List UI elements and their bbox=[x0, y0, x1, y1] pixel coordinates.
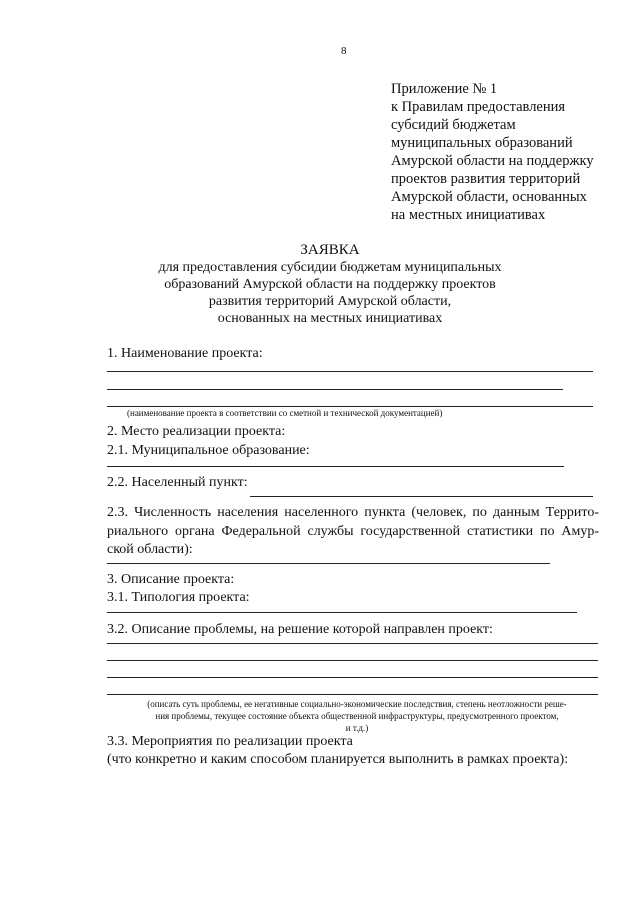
fill-line bbox=[107, 694, 598, 695]
title-line: основанных на местных инициативах bbox=[217, 311, 443, 326]
title-line: развития территорий Амурской области, bbox=[208, 294, 452, 309]
appendix-line: субсидий бюджетам bbox=[391, 117, 516, 133]
section-3-3-label: 3.3. Мероприятия по реализации проекта bbox=[107, 734, 353, 749]
appendix-line: на местных инициативах bbox=[391, 207, 546, 223]
fill-line bbox=[107, 389, 563, 390]
section-3-3-subtitle: (что конкретно и каким способом планируется выполнить в рамках проекта): bbox=[107, 752, 569, 767]
section-2-3-line: риального органа Федеральной службы государственной статистики по Амур- bbox=[107, 523, 599, 539]
section-3-1-label: 3.1. Типология проекта: bbox=[107, 590, 250, 605]
section-1-note: (наименование проекта в соответствии со сметной и технической документацией) bbox=[127, 408, 443, 418]
section-2-3-paragraph bbox=[107, 504, 599, 560]
appendix-line: Приложение № 1 bbox=[391, 81, 498, 97]
section-3-2-note bbox=[113, 698, 601, 734]
fill-line bbox=[250, 496, 593, 497]
fill-line bbox=[107, 612, 577, 613]
appendix-line: проектов развития территорий bbox=[391, 171, 581, 187]
note-line: и т.д.) bbox=[345, 723, 369, 733]
section-3-2-label: 3.2. Описание проблемы, на решение которой направлен проект: bbox=[107, 622, 493, 637]
title-line: образований Амурской области на поддержку проектов bbox=[164, 277, 496, 292]
appendix-header bbox=[391, 80, 594, 224]
note-line: (описать суть проблемы, ее негативные социально-экономические последствия, степень неотложности реше- bbox=[147, 699, 567, 709]
fill-line bbox=[107, 643, 598, 644]
page-number: 8 bbox=[341, 45, 347, 57]
section-2-3-line: ской области): bbox=[107, 542, 193, 557]
section-2-2-label: 2.2. Населенный пункт: bbox=[107, 475, 248, 490]
section-2-3-line: 2.3. Численность населения населенного пункта (человек, по данным Террито- bbox=[107, 505, 599, 520]
appendix-line: Амурской области, основанных bbox=[391, 189, 587, 205]
section-1-label: 1. Наименование проекта: bbox=[107, 346, 263, 361]
title-line: для предоставления субсидии бюджетам муниципальных bbox=[158, 260, 502, 275]
fill-line bbox=[107, 371, 593, 372]
document-title bbox=[140, 242, 520, 327]
title-heading: ЗАЯВКА bbox=[300, 242, 360, 258]
section-3-label: 3. Описание проекта: bbox=[107, 572, 235, 587]
appendix-line: муниципальных образований bbox=[391, 135, 573, 151]
appendix-line: Амурской области на поддержку bbox=[391, 153, 594, 169]
section-2-label: 2. Место реализации проекта: bbox=[107, 424, 286, 439]
fill-line bbox=[107, 660, 598, 661]
fill-line bbox=[107, 466, 564, 467]
section-2-1-label: 2.1. Муниципальное образование: bbox=[107, 443, 310, 458]
note-line: ния проблемы, текущее состояние объекта общественной инфраструктуры, предусмотренного проектом, bbox=[155, 711, 559, 721]
appendix-line: к Правилам предоставления bbox=[391, 99, 566, 115]
fill-line bbox=[107, 677, 598, 678]
fill-line bbox=[107, 563, 550, 564]
